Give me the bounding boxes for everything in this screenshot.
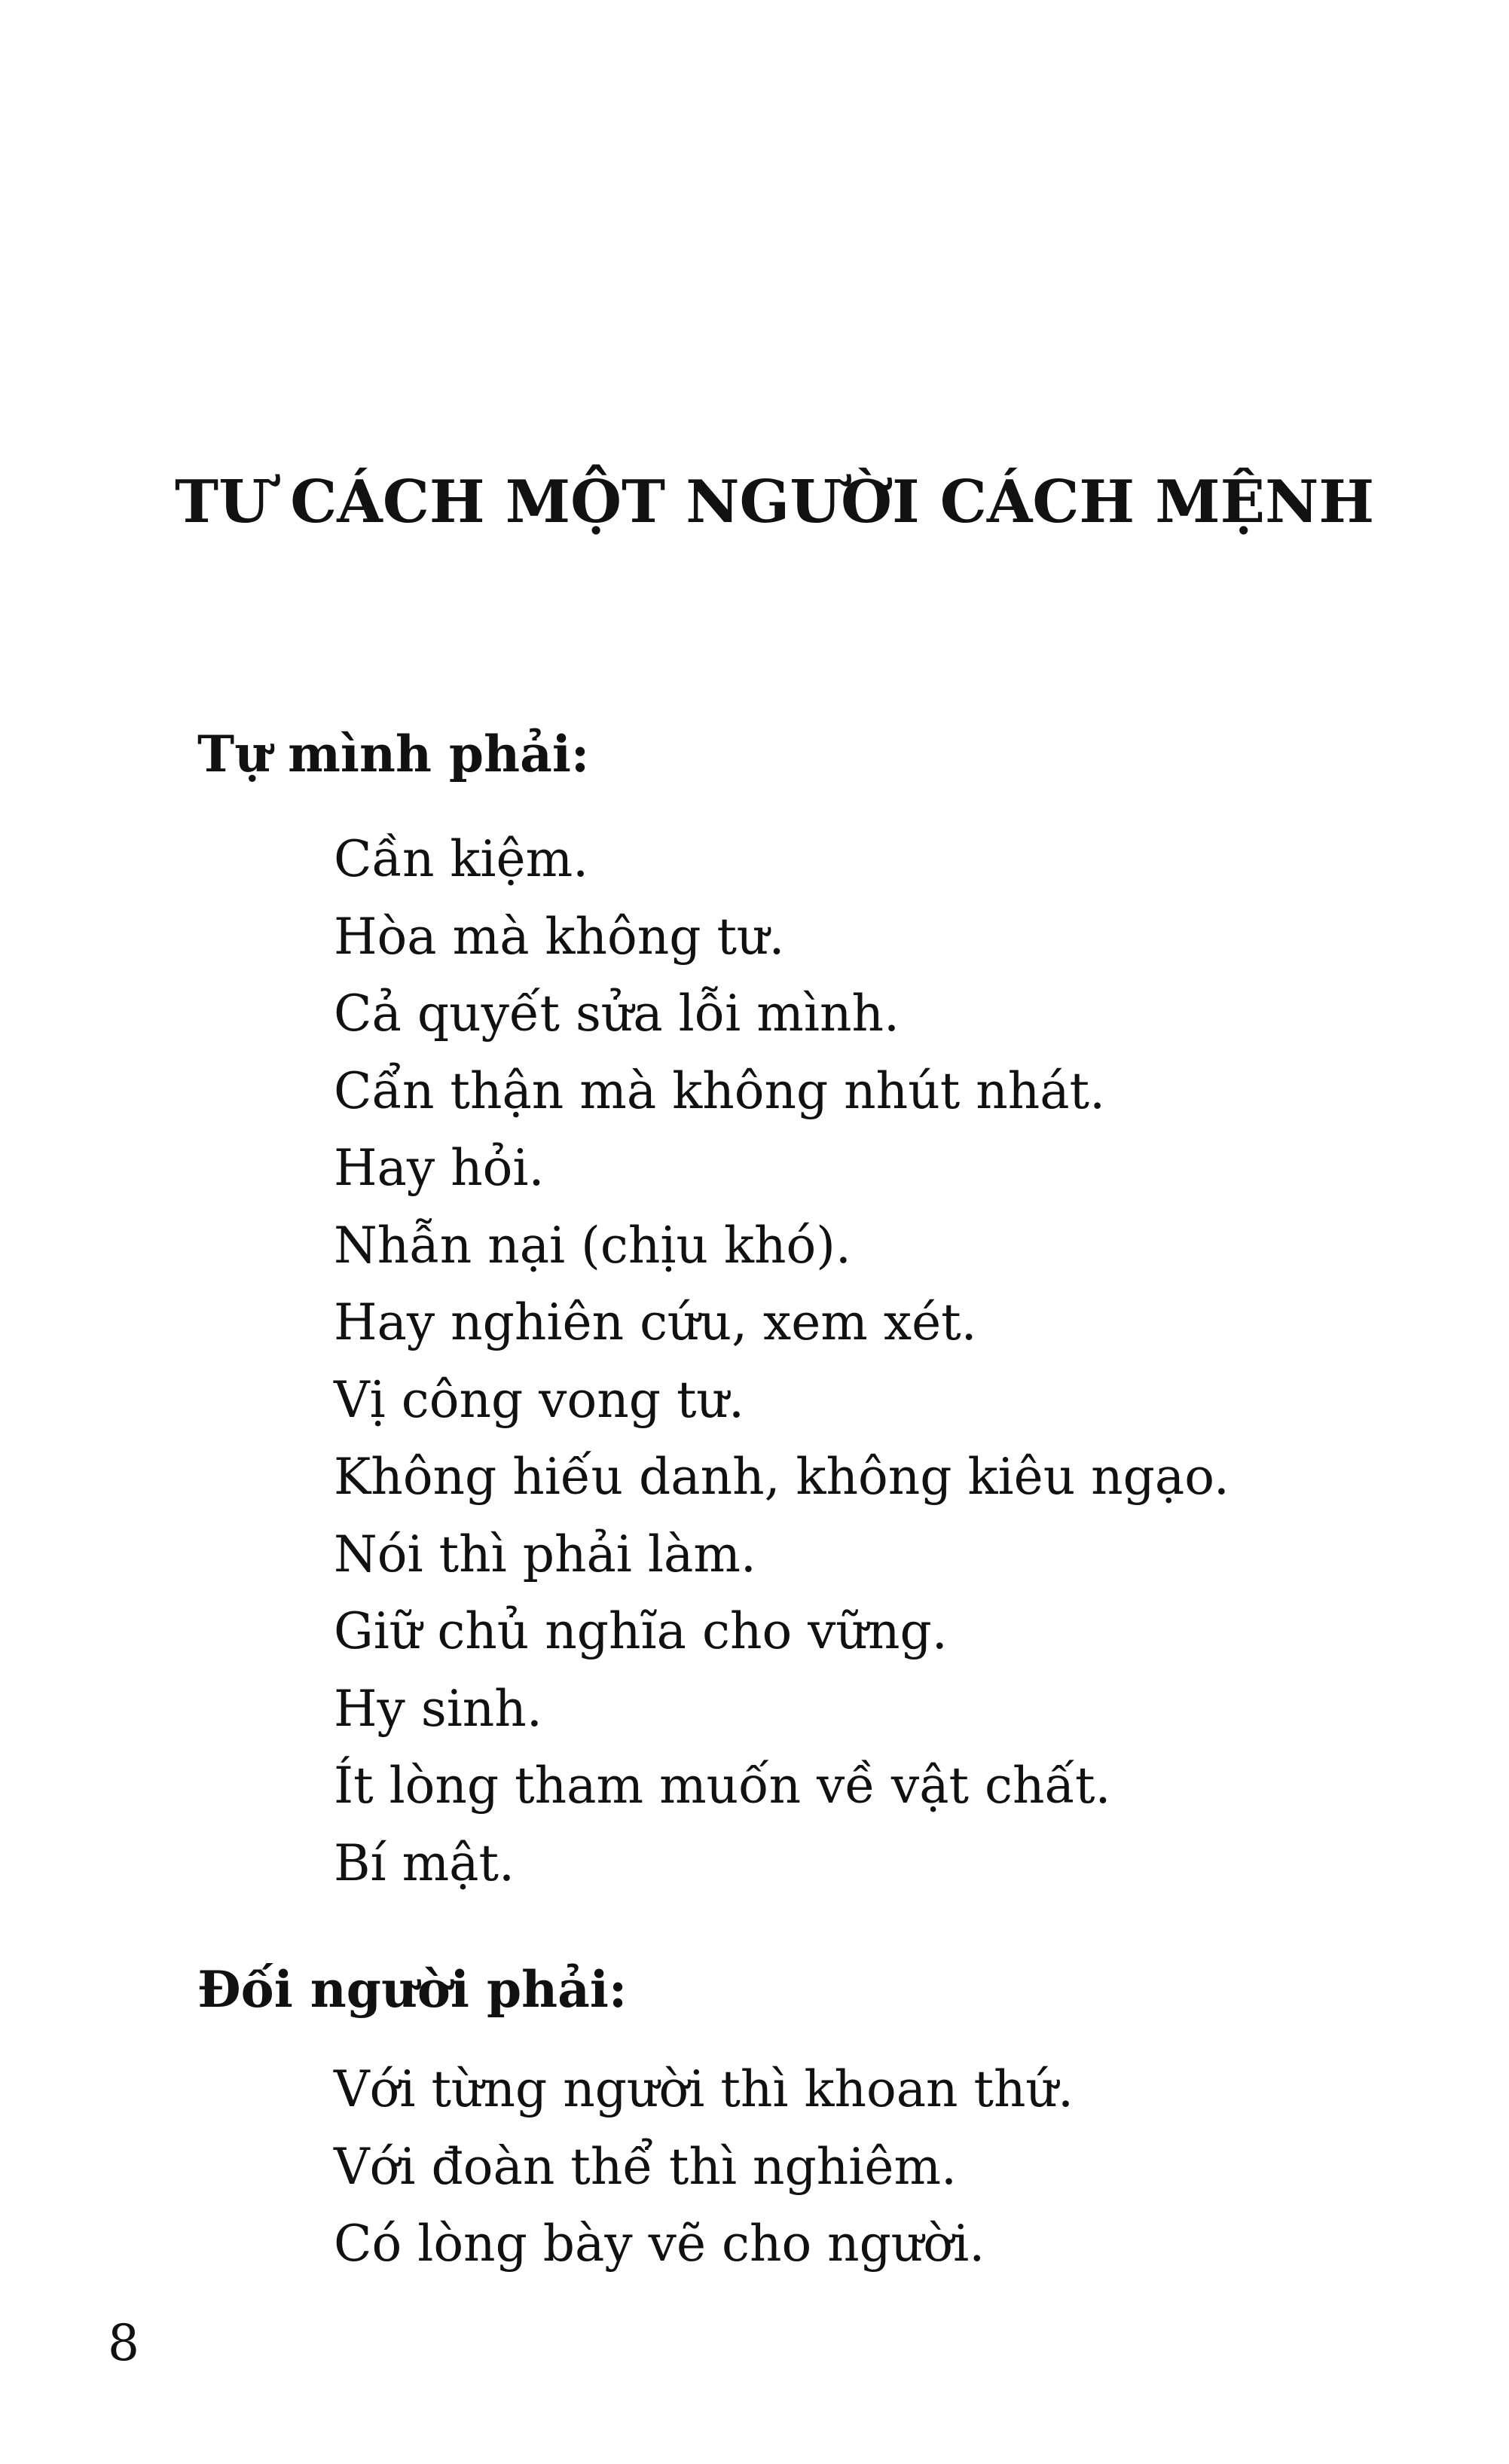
- list-item: Bí mật.: [334, 1833, 515, 1892]
- self-requirements-list: [334, 821, 1229, 1902]
- page-title: TƯ CÁCH MỘT NGƯỜI CÁCH MỆNH: [175, 468, 1375, 536]
- list-item: Cả quyết sửa lỗi mình.: [334, 985, 900, 1043]
- list-item: Có lòng bày vẽ cho người.: [334, 2215, 985, 2273]
- list-item: Hy sinh.: [334, 1679, 542, 1738]
- list-item: Nhẫn nại (chịu khó).: [334, 1216, 851, 1275]
- page-number: 8: [108, 2314, 139, 2372]
- section-heading-others: Đối người phải:: [197, 1960, 628, 2019]
- list-item: Cần kiệm.: [334, 830, 589, 888]
- list-item: Ít lòng tham muốn về vật chất.: [334, 1757, 1111, 1815]
- section-heading-self: Tự mình phải:: [197, 725, 590, 783]
- list-item: Hay hỏi.: [334, 1139, 545, 1197]
- list-item: Hòa mà không tư.: [334, 907, 785, 966]
- list-item: Với đoàn thể thì nghiêm.: [334, 2137, 958, 2196]
- list-item: Hay nghiên cứu, xem xét.: [334, 1293, 977, 1351]
- list-item: Giữ chủ nghĩa cho vững.: [334, 1602, 948, 1660]
- list-item: Không hiếu danh, không kiêu ngạo.: [334, 1448, 1229, 1506]
- list-item: Cẩn thận mà không nhút nhát.: [334, 1061, 1106, 1120]
- list-item: Vị công vong tư.: [334, 1370, 744, 1429]
- others-requirements-list: [334, 2051, 1074, 2283]
- list-item: Nói thì phải làm.: [334, 1525, 756, 1583]
- list-item: Với từng người thì khoan thứ.: [334, 2060, 1074, 2118]
